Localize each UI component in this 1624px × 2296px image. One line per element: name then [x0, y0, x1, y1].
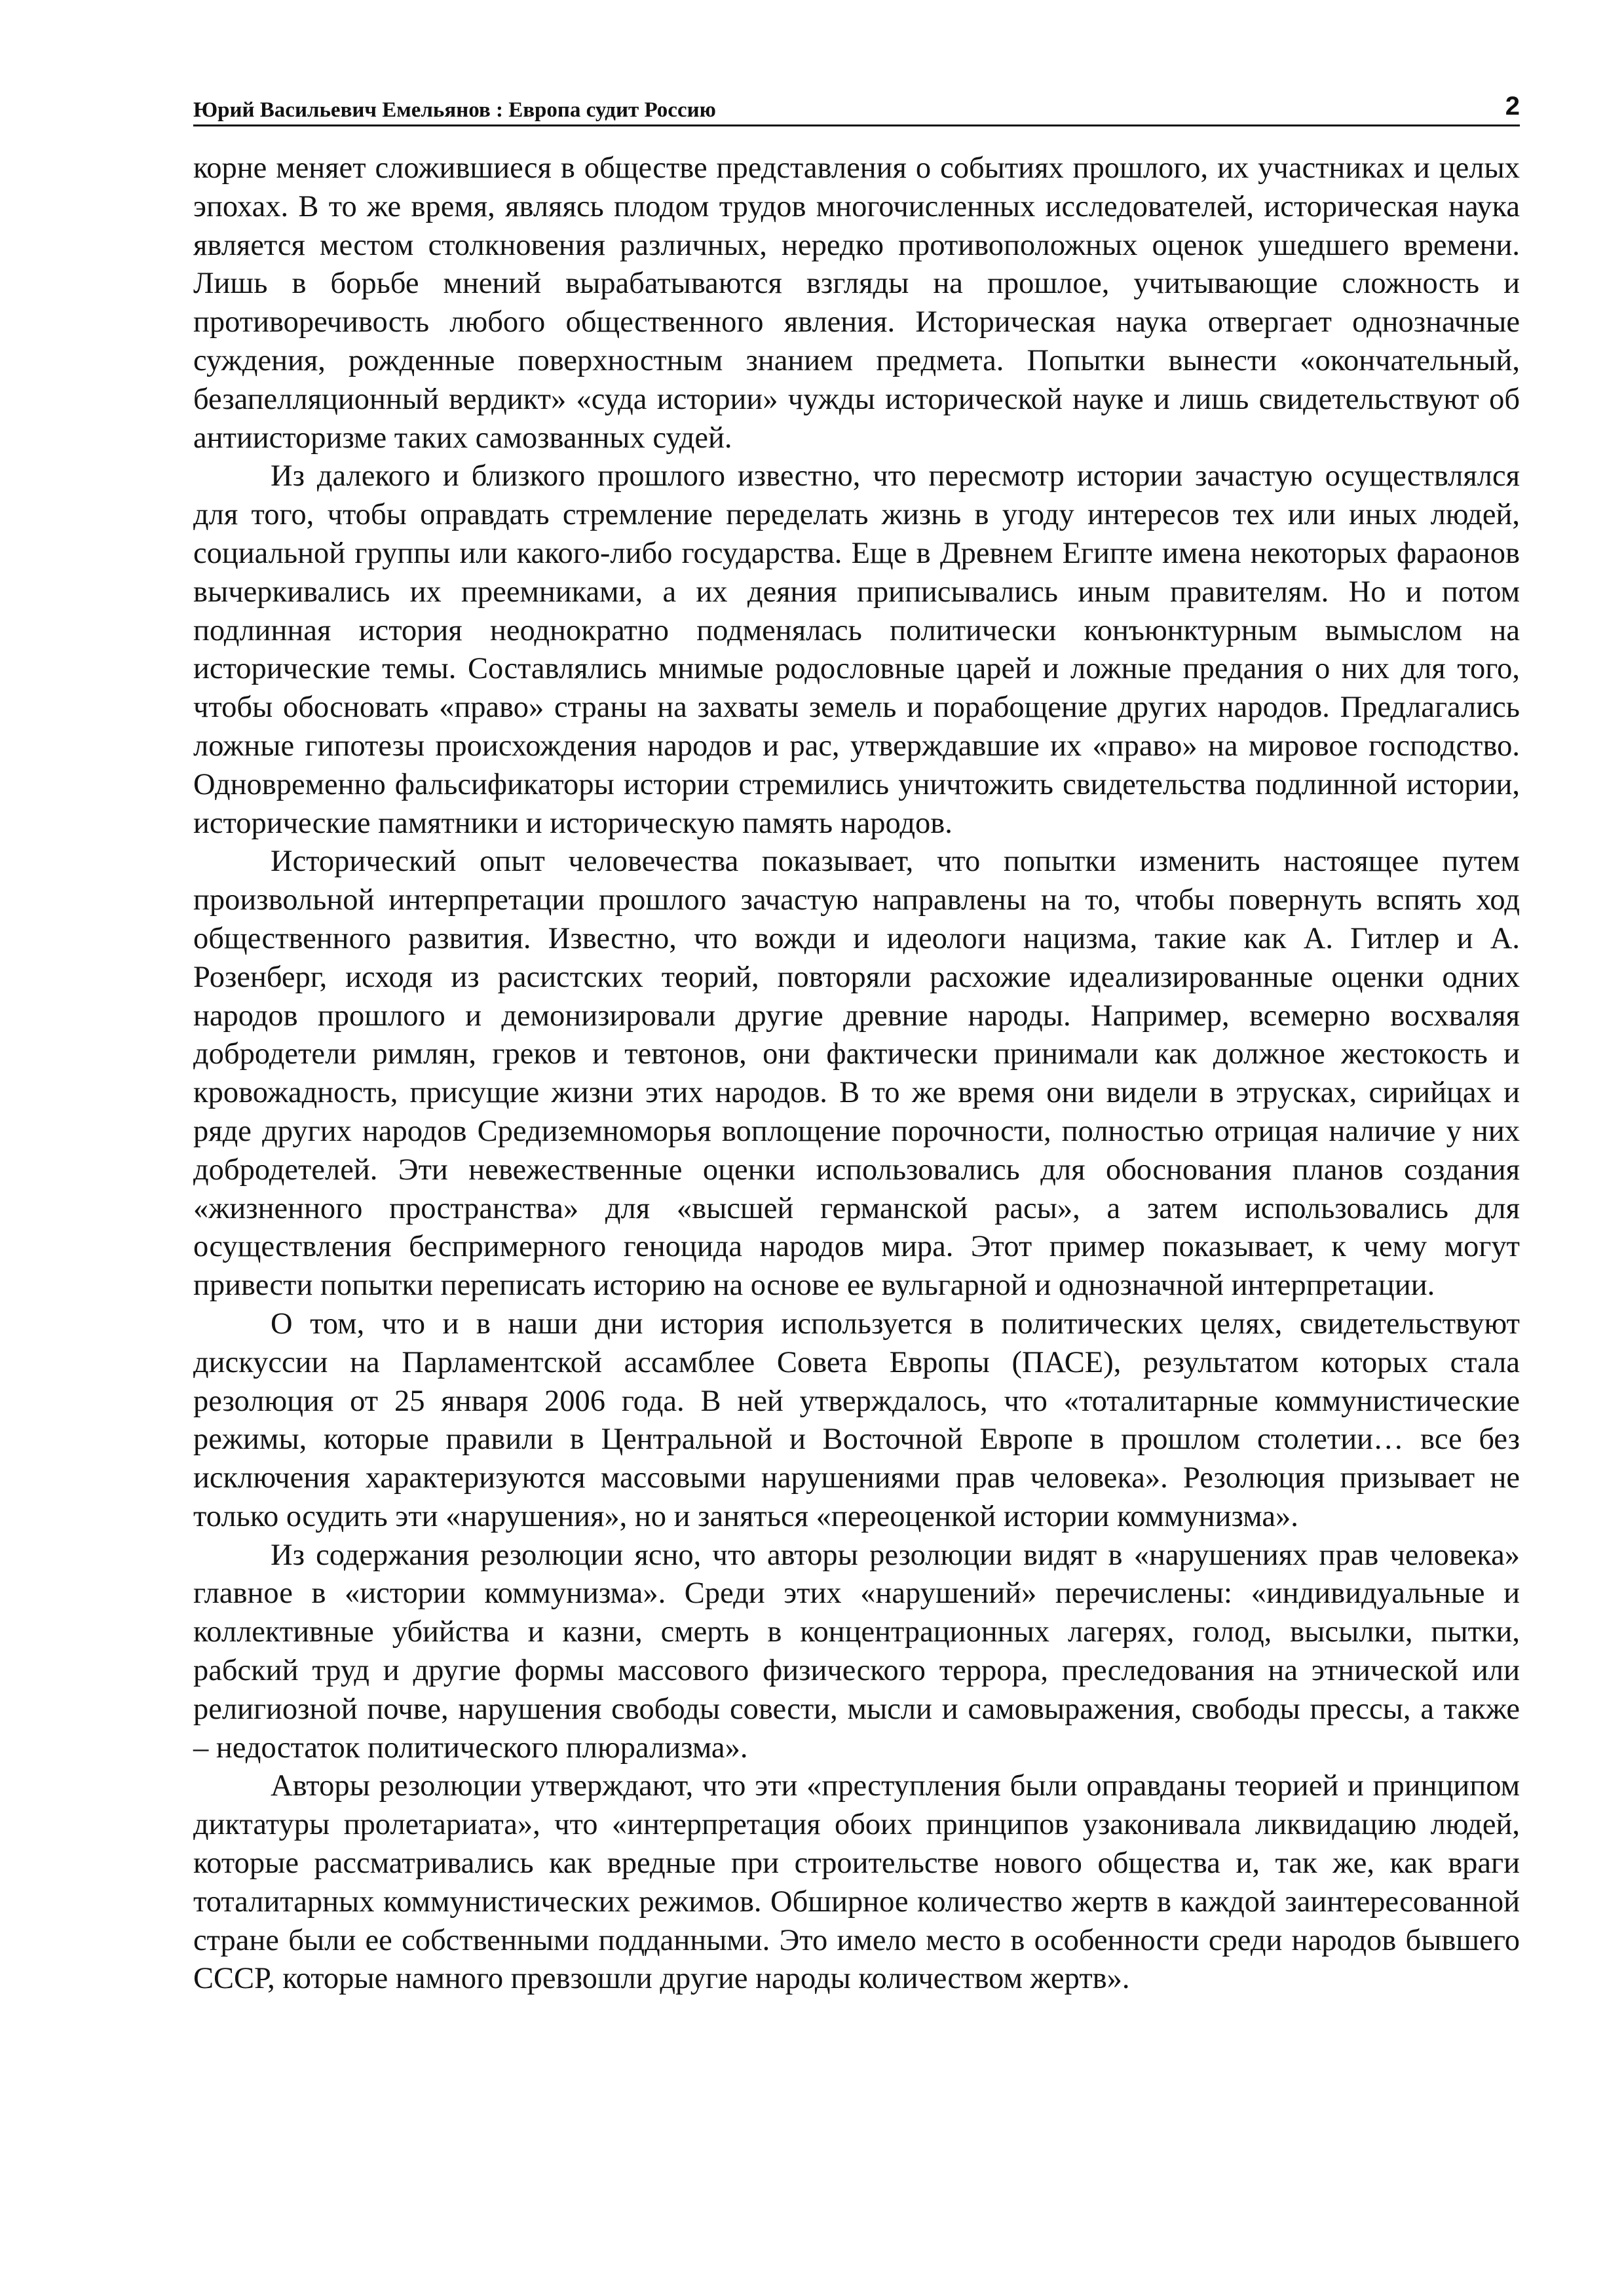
paragraph-continued: корне меняет сложившиеся в обществе представления о событиях прошлого, их участниках и целых эпохах. В то же время, являясь плодом трудов многочисленных исследователей, историческая наука является местом столкновения различных, нередко противоположных оценок ушедшего времени. Лишь в борьбе мнений вырабатываются взгляды на прошлое, учитывающие сложность и противоречивость любого общественного явления. Историческая наука отвергает однозначные суждения, рожденные поверхностным знанием предмета. Попытки вынести «окончательный, безапелляционный вердикт» «суда истории» чужды исторической науке и лишь свидетельствуют об антиисторизме таких самозванных судей.	[193, 151, 1520, 455]
header-title: Юрий Васильевич Емельянов : Европа судит Россию	[193, 98, 716, 122]
paragraph: О том, что и в наши дни история используется в политических целях, свидетельствуют дискуссии на Парламентской ассамблее Совета Европы (ПАСЕ), результатом которых стала резолюция от 25 января 2006 года. В ней утверждалось, что «тоталитарные коммунистические режимы, которые правили в Центральной и Восточной Европе в прошлом столетии… все без исключения характеризуются массовыми нарушениями прав человека». Резолюция призывает не только осудить эти «нарушения», но и заняться «переоценкой истории коммунизма».	[193, 1307, 1520, 1533]
page-number: 2	[1505, 92, 1520, 121]
running-header	[193, 92, 1520, 126]
paragraph: Авторы резолюции утверждают, что эти «преступления были оправданы теорией и принципом диктатуры пролетариата», что «интерпретация обоих принципов узаконивала ликвидацию людей, которые рассматривались как вредные при строительстве нового общества и, так же, как враги тоталитарных коммунистических режимов. Обширное количество жертв в каждой заинтересованной стране были ее собственными подданными. Это имело место в особенности среди народов бывшего СССР, которые намного превзошли другие народы количеством жертв».	[193, 1769, 1520, 1996]
paragraph: Из далекого и близкого прошлого известно, что пересмотр истории зачастую осуществлялся для того, чтобы оправдать стремление переделать жизнь в угоду интересов тех или иных людей, социальной группы или какого-либо государства. Еще в Древнем Египте имена некоторых фараонов вычеркивались их преемниками, а их деяния приписывались иным правителям. Но и потом подлинная история неоднократно подменялась политически конъюнктурным вымыслом на исторические темы. Составлялись мнимые родословные царей и ложные предания о них для того, чтобы обосновать «право» страны на захваты земель и порабощение других народов. Предлагались ложные гипотезы происхождения народов и рас, утверждавшие их «право» на мировое господство. Одновременно фальсификаторы истории стремились уничтожить свидетельства подлинной истории, исторические памятники и историческую память народов.	[193, 459, 1520, 840]
paragraph: Исторический опыт человечества показывает, что попытки изменить настоящее путем произвольной интерпретации прошлого зачастую направлены на то, чтобы повернуть вспять ход общественного развития. Известно, что вожди и идеологи нацизма, такие как А. Гитлер и А. Розенберг, исходя из расистских теорий, повторяли расхожие идеализированные оценки одних народов прошлого и демонизировали другие древние народы. Например, всемерно восхваляя добродетели римлян, греков и тевтонов, они фактически принимали как должное жестокость и кровожадность, присущие жизни этих народов. В то же время они видели в этрусках, сирийцах и ряде других народов Средиземноморья воплощение порочности, полностью отрицая наличие у них добродетелей. Эти невежественные оценки использовались для обоснования планов создания «жизненного пространства» для «высшей германской расы», а затем использовались для осуществления беспримерного геноцида народов мира. Этот пример показывает, к чему могут привести попытки переписать историю на основе ее вульгарной и однозначной интерпретации.	[193, 845, 1520, 1303]
body-text	[193, 149, 1520, 1999]
paragraph: Из содержания резолюции ясно, что авторы резолюции видят в «нарушениях прав человека» главное в «истории коммунизма». Среди этих «нарушений» перечислены: «индивидуальные и коллективные убийства и казни, смерть в концентрационных лагерях, голод, высылки, пытки, рабский труд и другие формы массового физического террора, преследования на этнической или религиозной почве, нарушения свободы совести, мысли и самовыражения, свободы прессы, а также – недостаток политического плюрализма».	[193, 1538, 1520, 1765]
